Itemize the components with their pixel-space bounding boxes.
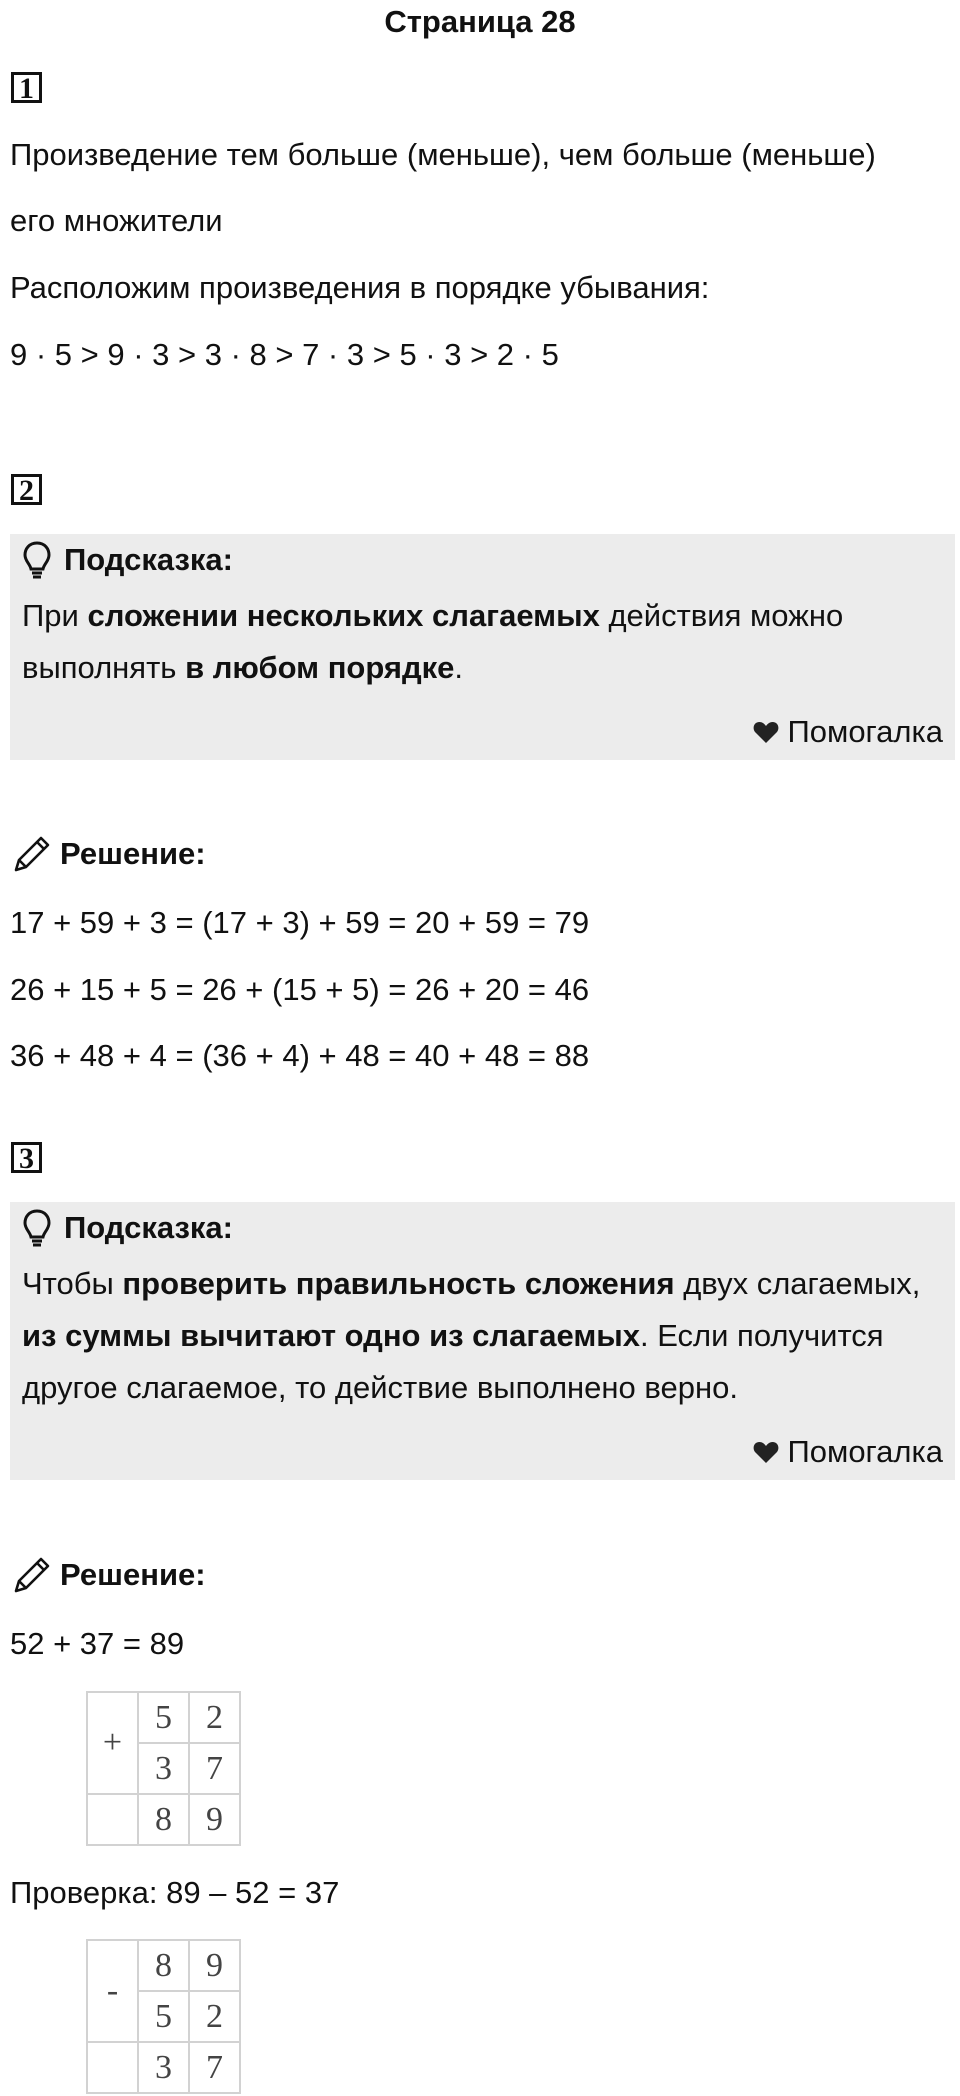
column-subtraction	[86, 1939, 241, 2094]
result-digit-cell: 3	[138, 2042, 189, 2093]
hint-text	[22, 590, 945, 694]
column-addition	[86, 1691, 241, 1846]
result-digit-cell: 7	[189, 2042, 240, 2093]
hint-text-bold: в любом порядке	[185, 650, 455, 685]
heart-icon	[753, 720, 779, 744]
hint-title: Подсказка:	[64, 1210, 233, 1245]
task-number-1: 1	[11, 72, 42, 103]
task1-line-1: Произведение тем больше (меньше), чем больше (меньше)	[10, 137, 876, 172]
operator-plus: +	[87, 1692, 138, 1794]
heart-icon	[753, 1440, 779, 1464]
check-line: Проверка: 89 – 52 = 37	[10, 1875, 340, 1910]
lightbulb-icon	[22, 540, 52, 580]
solution-line: 26 + 15 + 5 = 26 + (15 + 5) = 26 + 20 = 46	[10, 972, 590, 1007]
digit-cell: 9	[189, 1940, 240, 1991]
hint-text-bold: из суммы вычитают одно из слагаемых	[22, 1318, 640, 1353]
hint-text-part: . Если получится другое слагаемое, то действие выполнено верно.	[22, 1318, 884, 1405]
hint-text-part: Чтобы	[22, 1266, 123, 1301]
solution-title: Решение:	[60, 1557, 206, 1592]
solution-line: 17 + 59 + 3 = (17 + 3) + 59 = 20 + 59 = 79	[10, 905, 590, 940]
credit-label: Помогалка	[787, 1434, 943, 1469]
hint-text	[22, 1258, 945, 1414]
empty-cell	[87, 2042, 138, 2093]
digit-cell: 7	[189, 1743, 240, 1794]
hint-text-part: При	[22, 598, 88, 633]
page-title: Страница 28	[384, 4, 576, 39]
digit-cell: 2	[189, 1692, 240, 1743]
hint-text-part: .	[454, 650, 464, 685]
digit-cell: 8	[138, 1940, 189, 1991]
hint-header	[22, 538, 233, 582]
credit-pomogalka[interactable]	[753, 712, 943, 752]
lightbulb-icon	[22, 1208, 52, 1248]
result-digit-cell: 8	[138, 1794, 189, 1845]
hint-text-bold: проверить правильность сложения	[122, 1266, 675, 1301]
hint-box-task3	[10, 1202, 955, 1480]
hint-text-part: двух слагаемых,	[674, 1266, 921, 1301]
operator-minus: -	[87, 1940, 138, 2042]
digit-cell: 3	[138, 1743, 189, 1794]
credit-pomogalka[interactable]	[753, 1432, 943, 1472]
digit-cell: 2	[189, 1991, 240, 2042]
solution-header-task2	[10, 832, 206, 876]
result-digit-cell: 9	[189, 1794, 240, 1845]
task-number-3: 3	[11, 1142, 42, 1173]
credit-label: Помогалка	[787, 714, 943, 749]
hint-title: Подсказка:	[64, 542, 233, 577]
solution-line: 36 + 48 + 4 = (36 + 4) + 48 = 40 + 48 = 88	[10, 1038, 590, 1073]
hint-header	[22, 1206, 233, 1250]
empty-cell	[87, 1794, 138, 1845]
hint-box-task2	[10, 534, 955, 760]
hint-text-bold: сложении нескольких слагаемых	[87, 598, 600, 633]
digit-cell: 5	[138, 1692, 189, 1743]
equation-line: 52 + 37 = 89	[10, 1626, 185, 1661]
hint-text-part: действия можно выполнять	[22, 598, 844, 685]
solution-header-task3	[10, 1553, 206, 1597]
task1-line-2: его множители	[10, 203, 223, 238]
digit-cell: 5	[138, 1991, 189, 2042]
pencil-icon	[10, 1553, 54, 1597]
solution-title: Решение:	[60, 836, 206, 871]
task1-products-order: 9 · 5 > 9 · 3 > 3 · 8 > 7 · 3 > 5 · 3 > 2 · 5	[10, 337, 559, 372]
pencil-icon	[10, 832, 54, 876]
task1-line-3: Расположим произведения в порядке убывания:	[10, 270, 710, 305]
task-number-2: 2	[11, 474, 42, 505]
